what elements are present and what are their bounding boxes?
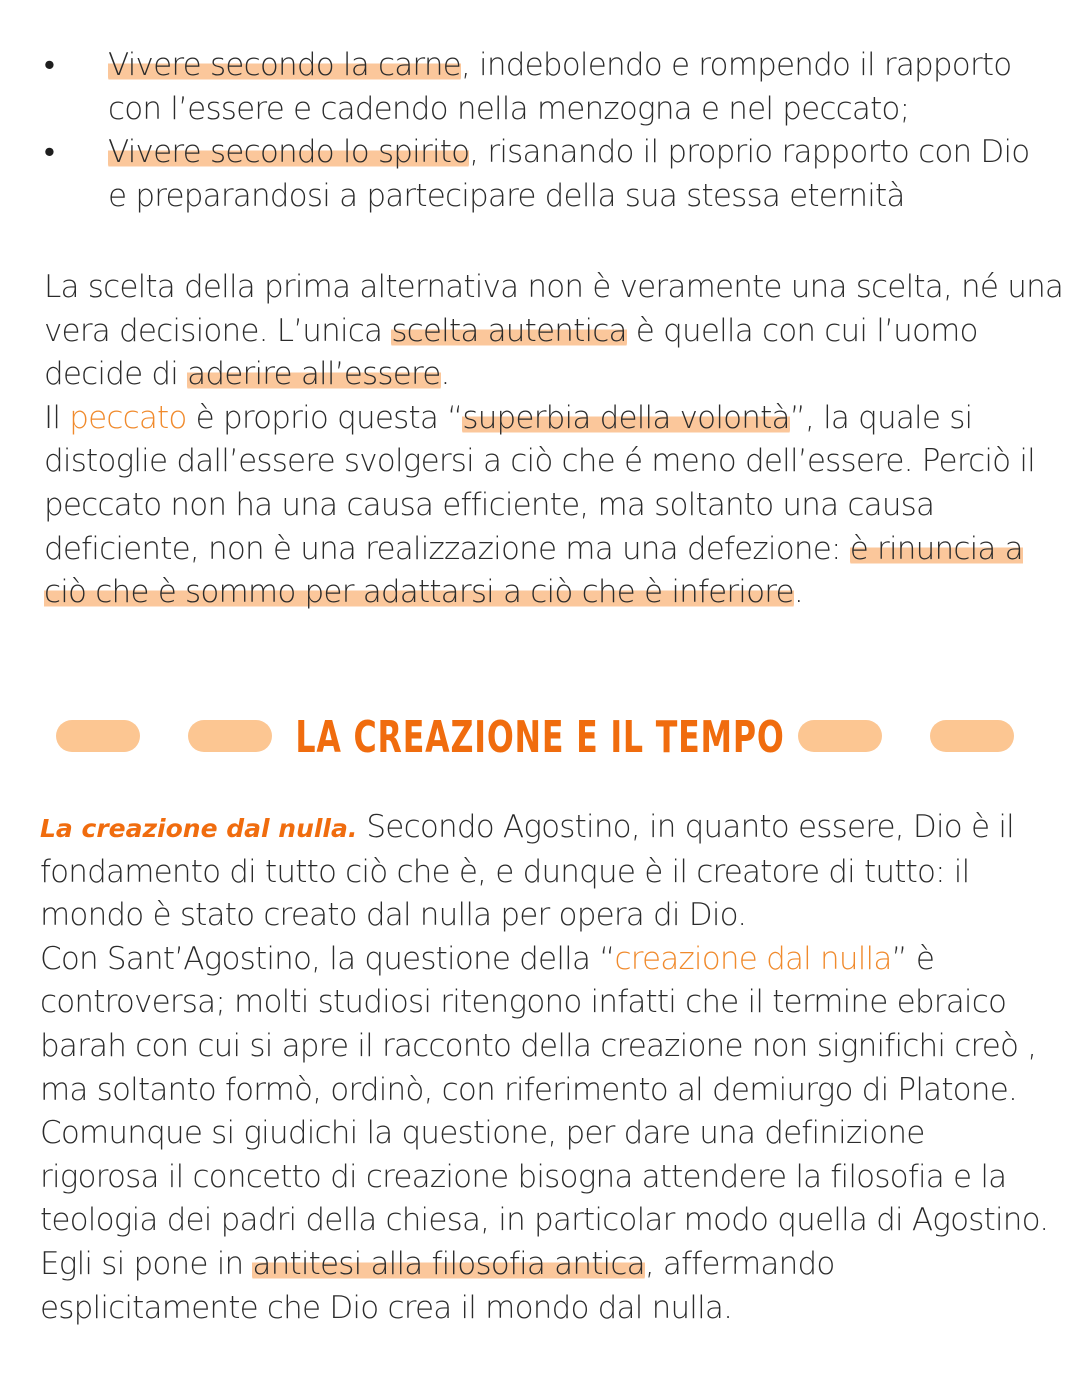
paragraph-sin xyxy=(44,266,1074,615)
paragraph-text: Egli si pone in xyxy=(40,1245,253,1282)
highlighted-text: antitesi alla filosofia antica xyxy=(252,1245,645,1282)
highlighted-text: superbia della volontà xyxy=(462,399,790,436)
highlighted-text: aderire all’essere xyxy=(187,356,441,393)
highlighted-text: scelta autentica xyxy=(391,312,627,349)
highlighted-text: è rinuncia a ciò che è sommo per adattarsi a ciò che è inferiore xyxy=(44,530,1023,611)
accent-text: peccato xyxy=(69,399,187,436)
paragraph-text: Con Sant’Agostino, la questione della “ xyxy=(40,940,615,977)
paragraph-text: ”, la quale si distoglie dall’essere svolgersi a ciò che é meno dell’essere. Perciò il peccato non ha una causa efficiente, ma soltanto una causa deficiente, non è una realizzazione ma una defezione: xyxy=(44,399,1035,567)
highlighted-text: Vivere secondo lo spirito xyxy=(108,134,470,171)
paragraph-text: Secondo Agostino, in quanto essere, Dio è il fondamento di tutto ciò che è, e dunque è il creatore di tutto: il mondo è stato creato dal nulla per opera di Dio. xyxy=(40,809,1014,934)
paragraph-text: , affermando esplicitamente che Dio crea il mondo dal nulla. xyxy=(40,1245,835,1326)
section-banner xyxy=(0,706,1080,766)
paragraph-text: è proprio questa “ xyxy=(186,399,463,436)
bullet-marker: • xyxy=(44,47,55,83)
paragraph-text: . xyxy=(440,356,450,393)
paragraph-text: Il xyxy=(44,399,70,436)
paragraph-text: . xyxy=(793,574,803,611)
decorative-pill xyxy=(930,720,1014,752)
paragraph-text: La scelta della prima alternativa non è veramente una scelta, né una vera decisione. L’unica xyxy=(44,269,1064,349)
section-title: LA CREAZIONE E IL TEMPO xyxy=(295,712,785,763)
highlighted-text: Vivere secondo la carne xyxy=(108,47,461,83)
paragraph-text: ” è controversa; molti studiosi ritengono infatti che il termine ebraico barah con cui si apre il racconto della creazione non significhi creò , ma soltanto formò, ordinò, con riferimento al demiurgo di Platone. xyxy=(40,940,1037,1108)
bullet-text: , indebolendo e rompendo il rapporto con l’essere e cadendo nella menzogna e nel peccato; xyxy=(108,47,1012,127)
bullet-list xyxy=(44,44,1054,218)
accent-text: creazione dal nulla xyxy=(614,940,892,977)
bullet-text: , risanando il proprio rapporto con Dio e preparandosi a partecipare della sua stessa eternità xyxy=(108,134,1030,214)
paragraph-creation xyxy=(40,806,1050,1330)
paragraph-lead: La creazione dal nulla. xyxy=(40,814,358,843)
bullet-marker: • xyxy=(44,134,55,171)
paragraph-text: Comunque si giudichi la questione, per dare una definizione rigorosa il concetto di creazione bisogna attendere la filosofia e la teologia dei padri della chiesa, in particolar modo quella di Agostino. xyxy=(40,1115,1049,1239)
list-item xyxy=(44,44,1054,131)
paragraph-text: è quella con cui l’uomo decide di xyxy=(44,312,978,393)
list-item xyxy=(44,131,1054,218)
decorative-pill xyxy=(798,720,882,752)
